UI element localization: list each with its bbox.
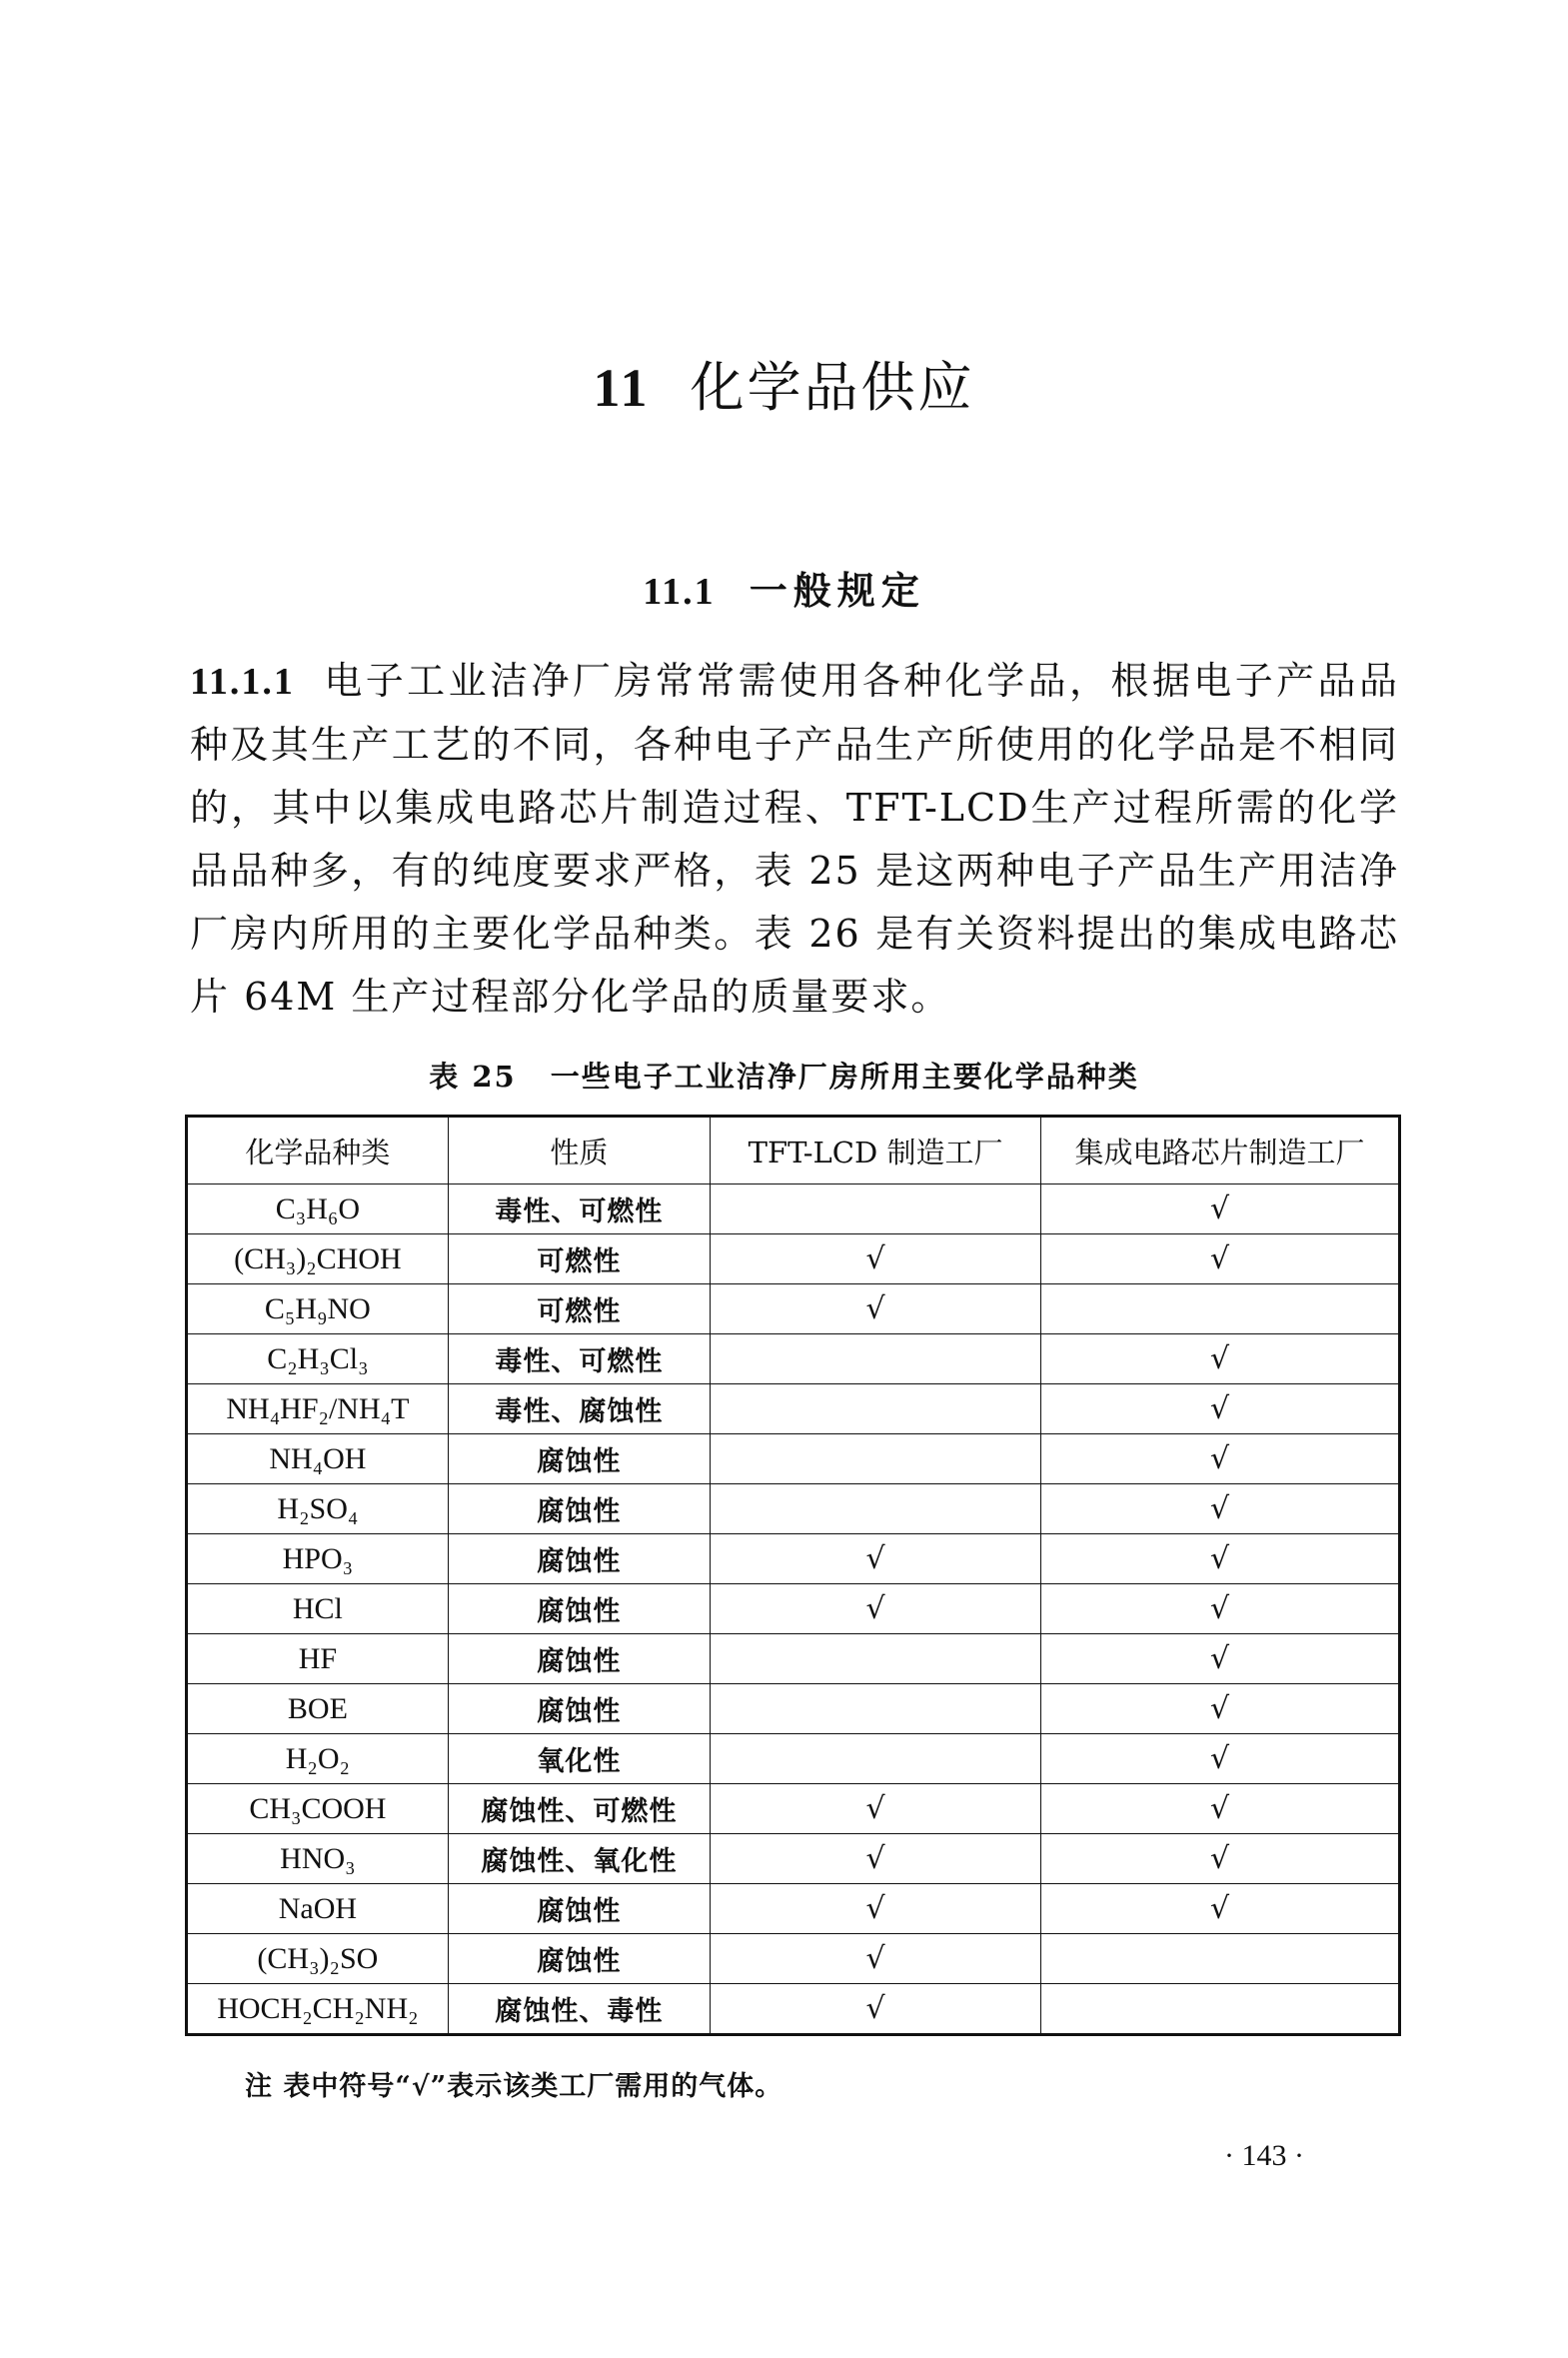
chemical-formula-cell: C₂H₃Cl₃ xyxy=(187,1334,449,1384)
property-cell: 腐蚀性 xyxy=(448,1484,710,1534)
table-row xyxy=(187,1634,1400,1684)
table-caption-title: 一些电子工业洁净厂房所用主要化学品种类 xyxy=(550,1060,1139,1094)
ic-chip-check-cell: √ xyxy=(1041,1334,1400,1384)
table-row xyxy=(187,1584,1400,1634)
ic-chip-check-cell: √ xyxy=(1041,1834,1400,1884)
ic-chip-check-cell: √ xyxy=(1041,1184,1400,1234)
ic-chip-check-cell: √ xyxy=(1041,1384,1400,1434)
table-row xyxy=(187,1834,1400,1884)
chemical-formula-cell: C₅H₉NO xyxy=(187,1284,449,1334)
tft-lcd-check-cell: √ xyxy=(711,1284,1041,1334)
table-row xyxy=(187,1384,1400,1434)
chemical-formula-cell: HOCH₂CH₂NH₂ xyxy=(187,1984,449,2035)
ic-chip-check-cell: √ xyxy=(1041,1884,1400,1934)
property-cell: 毒性、可燃性 xyxy=(448,1334,710,1384)
ic-chip-check-cell: √ xyxy=(1041,1484,1400,1534)
chemical-formula-cell: HNO₃ xyxy=(187,1834,449,1884)
property-cell: 可燃性 xyxy=(448,1234,710,1284)
header-tft-lcd: TFT-LCD 制造工厂 xyxy=(711,1117,1041,1184)
tft-lcd-check-cell: √ xyxy=(711,1784,1041,1834)
property-cell: 腐蚀性 xyxy=(448,1534,710,1584)
chemicals-table xyxy=(185,1115,1401,2036)
ic-chip-check-cell: √ xyxy=(1041,1234,1400,1284)
header-property: 性质 xyxy=(448,1117,710,1184)
tft-lcd-check-cell xyxy=(711,1684,1041,1734)
table-row xyxy=(187,1934,1400,1984)
tft-lcd-check-cell: √ xyxy=(711,1234,1041,1284)
ic-chip-check-cell: √ xyxy=(1041,1734,1400,1784)
property-cell: 腐蚀性 xyxy=(448,1884,710,1934)
clause-number: 11.1.1 xyxy=(190,661,295,703)
table-row xyxy=(187,1184,1400,1234)
tft-lcd-check-cell xyxy=(711,1384,1041,1434)
tft-lcd-check-cell xyxy=(711,1734,1041,1784)
tft-lcd-check-cell: √ xyxy=(711,1984,1041,2035)
chemical-formula-cell: NaOH xyxy=(187,1884,449,1934)
table-row xyxy=(187,1334,1400,1384)
chemical-formula-cell: (CH₃)₂CHOH xyxy=(187,1234,449,1284)
chapter-title xyxy=(0,345,1568,422)
property-cell: 毒性、可燃性 xyxy=(448,1184,710,1234)
clause-text: 电子工业洁净厂房常常需使用各种化学品，根据电子产品品种及其生产工艺的不同，各种电子产品生产所使用的化学品是不相同的，其中以集成电路芯片制造过程、TFT-LCD生产过程所需的化学品品种多，有的纯度要求严格，表 25 是这两种电子产品生产用洁净厂房内所用的主要化学品种类。表 26 是有关资料提出的集成电路芯片 64M 生产过程部分化学品的质量要求。 xyxy=(190,659,1399,1019)
ic-chip-check-cell: √ xyxy=(1041,1784,1400,1834)
ic-chip-check-cell xyxy=(1041,1284,1400,1334)
property-cell: 腐蚀性 xyxy=(448,1684,710,1734)
table-row xyxy=(187,1234,1400,1284)
table-row xyxy=(187,1884,1400,1934)
header-chemical-type: 化学品种类 xyxy=(187,1117,449,1184)
tft-lcd-check-cell: √ xyxy=(711,1934,1041,1984)
ic-chip-check-cell xyxy=(1041,1984,1400,2035)
ic-chip-check-cell: √ xyxy=(1041,1584,1400,1634)
chemical-formula-cell: C₃H₆O xyxy=(187,1184,449,1234)
chapter-title-text: 化学品供应 xyxy=(690,356,975,419)
ic-chip-check-cell: √ xyxy=(1041,1434,1400,1484)
chemical-formula-cell: BOE xyxy=(187,1684,449,1734)
ic-chip-check-cell: √ xyxy=(1041,1634,1400,1684)
chemical-formula-cell: HPO₃ xyxy=(187,1534,449,1584)
property-cell: 腐蚀性、氧化性 xyxy=(448,1834,710,1884)
ic-chip-check-cell xyxy=(1041,1934,1400,1984)
chemical-formula-cell: HCl xyxy=(187,1584,449,1634)
tft-lcd-check-cell: √ xyxy=(711,1884,1041,1934)
chemical-formula-cell: (CH₃)₂SO xyxy=(187,1934,449,1984)
table-row xyxy=(187,1734,1400,1784)
table-body xyxy=(187,1184,1400,2035)
tft-lcd-check-cell xyxy=(711,1484,1041,1534)
property-cell: 腐蚀性 xyxy=(448,1634,710,1684)
property-cell: 毒性、腐蚀性 xyxy=(448,1384,710,1434)
chemical-formula-cell: H₂O₂ xyxy=(187,1734,449,1784)
page-number: · 143 · xyxy=(1224,2139,1304,2172)
header-ic-chip: 集成电路芯片制造工厂 xyxy=(1041,1117,1400,1184)
tft-lcd-check-cell xyxy=(711,1634,1041,1684)
clause-paragraph xyxy=(190,650,1399,1029)
table-row xyxy=(187,1284,1400,1334)
tft-lcd-check-cell: √ xyxy=(711,1834,1041,1884)
section-title-text: 一般规定 xyxy=(749,568,925,613)
table-header-row xyxy=(187,1117,1400,1184)
tft-lcd-check-cell: √ xyxy=(711,1534,1041,1584)
table-row xyxy=(187,1484,1400,1534)
chemical-formula-cell: H₂SO₄ xyxy=(187,1484,449,1534)
ic-chip-check-cell: √ xyxy=(1041,1684,1400,1734)
chemical-formula-cell: CH₃COOH xyxy=(187,1784,449,1834)
table-row xyxy=(187,1984,1400,2035)
tft-lcd-check-cell xyxy=(711,1184,1041,1234)
chemical-formula-cell: NH₄HF₂/NH₄T xyxy=(187,1384,449,1434)
ic-chip-check-cell: √ xyxy=(1041,1534,1400,1584)
table-row xyxy=(187,1784,1400,1834)
table-row xyxy=(187,1534,1400,1584)
tft-lcd-check-cell xyxy=(711,1334,1041,1384)
property-cell: 氧化性 xyxy=(448,1734,710,1784)
tft-lcd-check-cell xyxy=(711,1434,1041,1484)
table-caption-number: 表 25 xyxy=(429,1060,517,1094)
property-cell: 腐蚀性 xyxy=(448,1934,710,1984)
table-caption xyxy=(0,1055,1568,1096)
property-cell: 腐蚀性、可燃性 xyxy=(448,1784,710,1834)
chapter-number: 11 xyxy=(593,358,651,418)
property-cell: 腐蚀性 xyxy=(448,1434,710,1484)
section-number: 11.1 xyxy=(643,571,716,613)
table-note: 注 表中符号“√”表示该类工厂需用的气体。 xyxy=(245,2071,784,2102)
chemical-formula-cell: HF xyxy=(187,1634,449,1684)
table-row xyxy=(187,1434,1400,1484)
section-title xyxy=(0,560,1568,615)
property-cell: 腐蚀性、毒性 xyxy=(448,1984,710,2035)
property-cell: 腐蚀性 xyxy=(448,1584,710,1634)
property-cell: 可燃性 xyxy=(448,1284,710,1334)
chemical-formula-cell: NH₄OH xyxy=(187,1434,449,1484)
tft-lcd-check-cell: √ xyxy=(711,1584,1041,1634)
table-row xyxy=(187,1684,1400,1734)
